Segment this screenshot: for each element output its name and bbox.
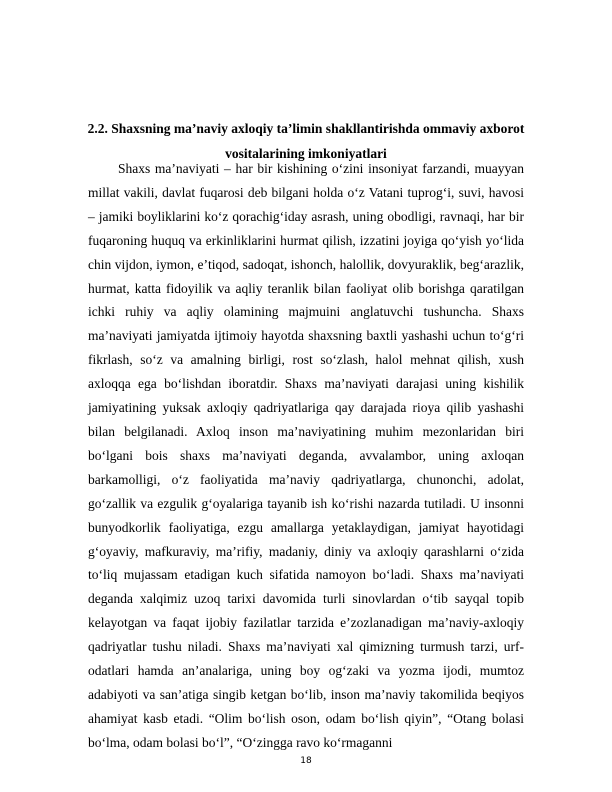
body-paragraph: Shaxs maʼnaviyati – har bir kishining oʻzini insoniyat farzandi, muayyan millat vakili, davlat fuqarosi deb bilgani holda oʻz Vatani tuprogʻi, suvi, havosi – jamiki boyliklarini koʻz qorachigʻiday asrash, uning obodligi, ravnaqi, har bir fuqaroning huquq va erkinliklarini hurmat qilish, izzatini joyiga qoʻyish yoʻlida chin vijdon, iymon, eʼtiqod, sadoqat, ishonch, halollik, dovyuraklik, begʻarazlik, hurmat, katta fidoyilik va aqliy teranlik bilan faoliyat olib borishga qaratilgan ichki ruhiy va aqliy olamining majmuini anglatuvchi tushuncha. Shaxs maʼnaviyati jamiyatda ijtimoiy hayotda shaxsning baxtli yashashi uchun toʻgʻri fikrlash, soʻz va amalning birligi, rost soʻzlash, halol mehnat qilish, xush axloqqa ega boʻlishdan iboratdir. Shaxs maʼnaviyati darajasi uning kishilik jamiyatining yuksak axloqiy qadriyatlariga qay darajada rioya qilib yashashi bilan belgilanadi. Axloq inson maʼnaviyatining muhim mezonlaridan biri boʻlgani bois shaxs maʼnaviyati deganda, avvalambor, uning axloqan barkamolligi, oʻz faoliyatida maʼnaviy qadriyatlarga, chunonchi, adolat, goʻzallik va ezgulik gʻoyalariga tayanib ish koʻrishi nazarda tutiladi. U insonni bunyodkorlik faoliyatiga, ezgu amallarga yetaklaydigan, jamiyat hayotidagi gʻoyaviy, mafkuraviy, maʼrifiy, madaniy, diniy va axloqiy qarashlarni oʻzida toʻliq mujassam etadigan kuch sifatida namoyon boʻladi. Shaxs maʼnaviyati deganda xalqimiz uzoq tarixi davomida turli sinovlardan oʻtib sayqal topib kelayotgan va faqat ijobiy fazilatlar tarzida eʼzozlanadigan maʼnaviy-axloqiy qadriyatlar tushu niladi. Shaxs maʼnaviyati xal qimizning turmush tarzi, urf-odatlari hamda anʼanalariga, uning boy ogʻzaki va yozma ijodi, mumtoz adabiyoti va sanʼatiga singib ketgan boʻlib, inson maʼnaviy takomilida beqiyos ahamiyat kasb etadi. “Olim boʻlish oson, odam boʻlish qiyin”, “Otang bolasi boʻlma, odam bolasi boʻl”, “Oʻzingga ravo koʻrmaganni xyxy=(88,161,524,750)
section-heading-line-2: vositalarining imkoniyatlari xyxy=(225,146,387,161)
section-heading-line-1: 2.2. Shaxsning ma’naviy axloqiy ta’limin shakllantirishda ommaviy axborot xyxy=(87,121,525,136)
page-number: 18 xyxy=(300,756,312,766)
